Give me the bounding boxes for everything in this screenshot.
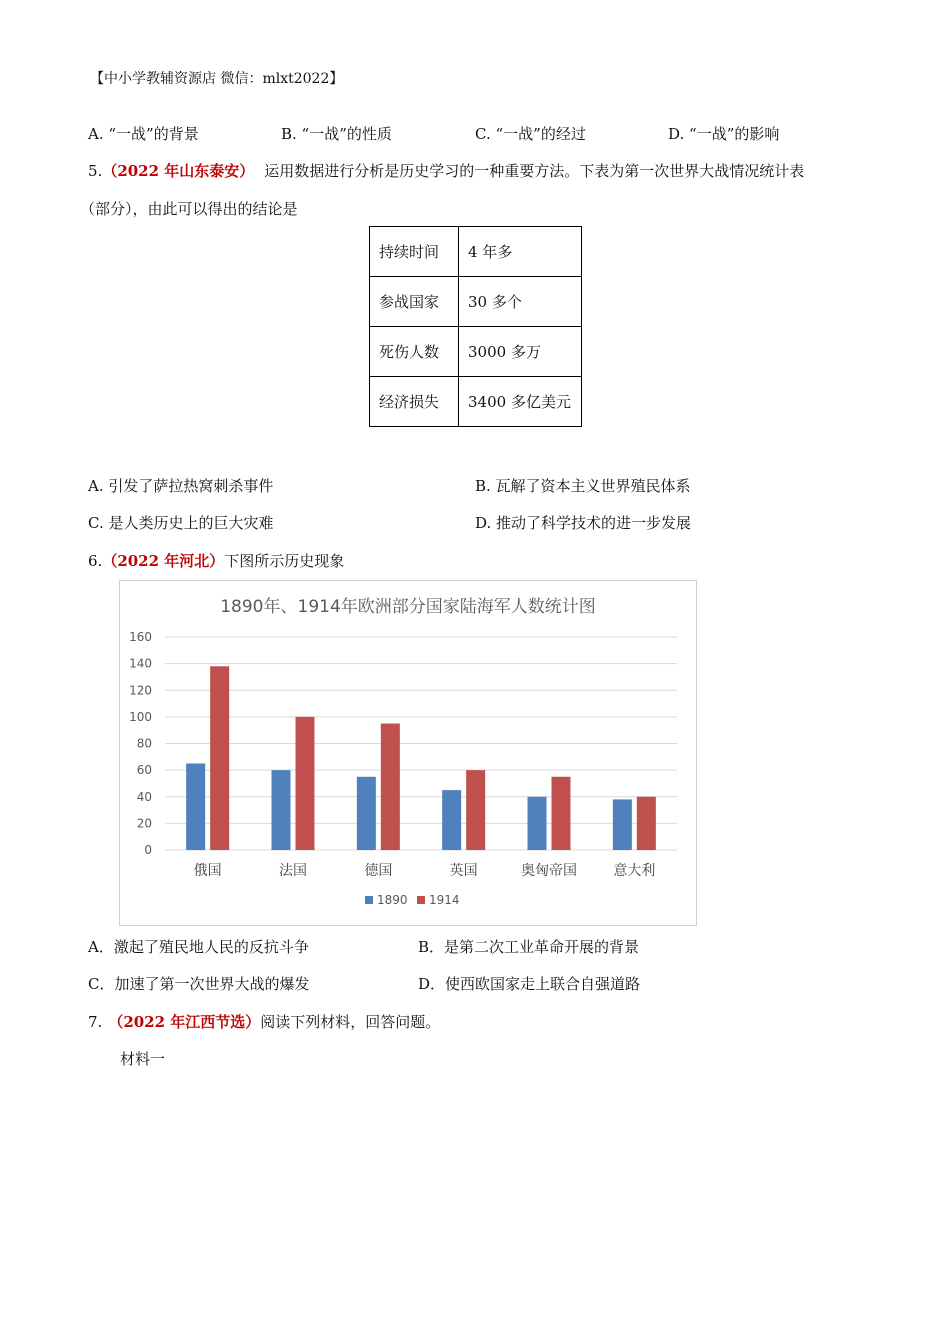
q7-stem-text: 阅读下列材料，回答问题。 (260, 1013, 441, 1031)
table-value: 3000 多万 (459, 327, 582, 377)
category-label: 德国 (364, 863, 393, 879)
q5-option-b[interactable]: B. 瓦解了资本主义世界殖民体系 (475, 477, 691, 495)
category-label: 奥匈帝国 (521, 863, 577, 879)
q5-stats-table (369, 226, 582, 427)
q6-source: （2022 年河北） (102, 552, 225, 570)
q4-option-c[interactable]: C. “一战”的经过 (475, 125, 586, 143)
q5-stem-line2: （部分），由此可以得出的结论是 (80, 200, 298, 218)
table-value: 3400 多亿美元 (459, 377, 582, 427)
bar-1914-3 (466, 770, 485, 850)
table-value: 4 年多 (459, 227, 582, 277)
q5-option-a[interactable]: A. 引发了萨拉热窝刺杀事件 (88, 477, 274, 495)
table-row (370, 227, 582, 277)
table-key: 参战国家 (370, 277, 459, 327)
y-tick-label: 160 (129, 630, 152, 644)
y-tick-label: 60 (136, 763, 152, 778)
bar-1890-0 (186, 763, 205, 850)
bar-1890-3 (442, 790, 461, 850)
y-tick-label: 40 (136, 789, 152, 804)
y-tick-label: 0 (144, 843, 152, 857)
q5-stem-line1: 运用数据进行分析是历史学习的一种重要方法。下表为第一次世界大战情况统计表 (264, 162, 805, 180)
army-navy-bar-chart (119, 580, 697, 926)
table-row (370, 327, 582, 377)
bar-1890-1 (272, 770, 291, 850)
legend-swatch-1890 (365, 896, 373, 904)
category-label: 俄国 (193, 863, 222, 879)
q6-option-a[interactable]: A．激起了殖民地人民的反抗斗争 (88, 938, 309, 956)
bar-1914-5 (637, 797, 656, 850)
bar-1914-0 (210, 666, 229, 850)
table-row (370, 377, 582, 427)
q7-stem (88, 1011, 440, 1032)
q6-option-d[interactable]: D．使西欧国家走上联合自强道路 (418, 975, 641, 993)
category-label: 意大利 (613, 863, 656, 879)
chart-gridlines (165, 637, 677, 850)
table-key: 死伤人数 (370, 327, 459, 377)
y-tick-label: 80 (136, 736, 152, 751)
table-value: 30 多个 (459, 277, 582, 327)
legend-label-1914: 1914 (429, 893, 460, 907)
chart-legend (365, 893, 460, 907)
chart-y-ticks (129, 630, 152, 857)
y-tick-label: 100 (129, 709, 152, 724)
bar-1914-4 (552, 777, 571, 850)
bar-1914-2 (381, 724, 400, 850)
bar-1914-1 (296, 717, 315, 850)
y-tick-label: 20 (136, 816, 152, 831)
bar-1890-4 (528, 797, 547, 850)
q5-option-c[interactable]: C. 是人类历史上的巨大灾难 (88, 514, 274, 532)
q5-option-d[interactable]: D. 推动了科学技术的进一步发展 (475, 514, 692, 532)
legend-label-1890: 1890 (377, 893, 408, 907)
table-row (370, 277, 582, 327)
header-banner: 【中小学教辅资源店 微信：mlxt2022】 (90, 71, 344, 87)
table-key: 持续时间 (370, 227, 459, 277)
q4-option-d[interactable]: D. “一战”的影响 (668, 125, 780, 143)
q7-material-label: 材料一 (120, 1050, 166, 1068)
q6-stem-text: 下图所示历史现象 (224, 552, 345, 570)
category-label: 英国 (449, 863, 478, 879)
q6-number: 6. (88, 552, 103, 570)
q6-option-b[interactable]: B．是第二次工业革命开展的背景 (418, 938, 640, 956)
bar-1890-5 (613, 799, 632, 850)
q7-source: （2022 年江西节选） (108, 1013, 261, 1031)
q6-option-c[interactable]: C．加速了第一次世界大战的爆发 (88, 975, 310, 993)
category-label: 法国 (279, 863, 307, 879)
bar-1890-2 (357, 777, 376, 850)
chart-title: 1890年、1914年欧洲部分国家陆海军人数统计图 (220, 597, 596, 617)
table-key: 经济损失 (370, 377, 459, 427)
chart-category-labels (194, 862, 656, 879)
q6-stem (88, 550, 344, 571)
q5-number: 5. (88, 162, 103, 180)
q5-stem (88, 160, 804, 181)
q7-number: 7. (88, 1013, 103, 1031)
q4-option-b[interactable]: B. “一战”的性质 (281, 125, 392, 143)
chart-bars (186, 666, 656, 850)
y-tick-label: 140 (129, 656, 152, 671)
q4-option-a[interactable]: A. “一战”的背景 (88, 125, 199, 143)
q5-source: （2022 年山东泰安） (102, 162, 255, 180)
legend-swatch-1914 (417, 896, 425, 904)
chart-svg (120, 581, 696, 925)
y-tick-label: 120 (129, 683, 152, 698)
